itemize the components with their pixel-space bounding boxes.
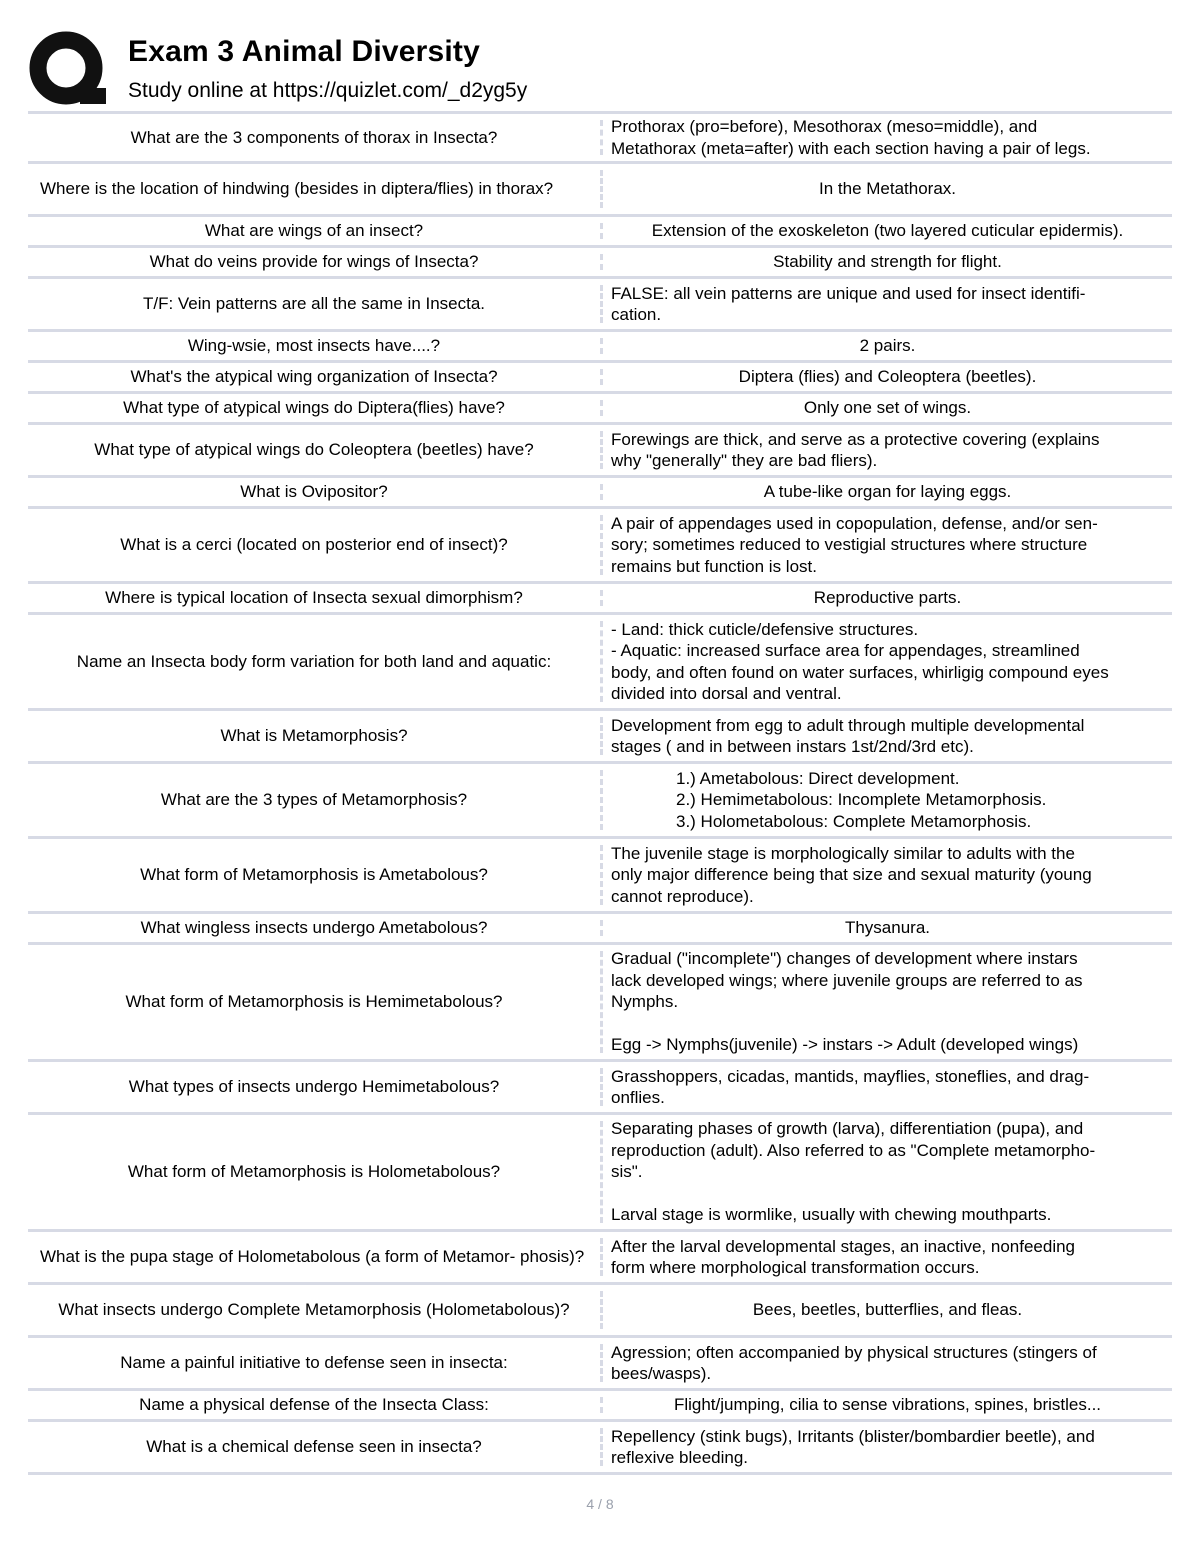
card-definition: Gradual ("incomplete") changes of development where instars lack developed wings; where juvenile groups are referred to as Nymphs. Egg -> Nymphs(juvenile) -> instars -> Adult (developed wings) bbox=[611, 949, 1083, 1055]
card-term: What types of insects undergo Hemimetabolous? bbox=[128, 1077, 500, 1097]
flashcard-table bbox=[28, 111, 1172, 1475]
card-definition: In the Metathorax. bbox=[818, 179, 957, 199]
page-number: 4 / 8 bbox=[586, 1496, 614, 1512]
card-definition: Flight/jumping, cilia to sense vibrations, spines, bristles... bbox=[673, 1395, 1102, 1415]
card-row bbox=[28, 1391, 1172, 1422]
card-definition: The juvenile stage is morphologically similar to adults with the only major difference being that size and sexual maturity (young cannot reproduce). bbox=[611, 843, 1092, 906]
card-term: What is Metamorphosis? bbox=[220, 726, 408, 746]
card-definition: Extension of the exoskeleton (two layered cuticular epidermis). bbox=[651, 221, 1124, 241]
card-term: What form of Metamorphosis is Hemimetabolous? bbox=[125, 992, 503, 1012]
card-row bbox=[28, 1338, 1172, 1391]
card-term: What form of Metamorphosis is Holometabolous? bbox=[127, 1162, 501, 1182]
card-row bbox=[28, 248, 1172, 279]
card-row bbox=[28, 217, 1172, 248]
card-term: What is Ovipositor? bbox=[240, 482, 388, 502]
card-definition: Reproductive parts. bbox=[813, 588, 962, 608]
card-term: What is the pupa stage of Holometabolous (a form of Metamor- phosis)? bbox=[40, 1247, 585, 1267]
card-term: Where is the location of hindwing (besides in diptera/flies) in thorax? bbox=[40, 179, 554, 199]
card-term: What do veins provide for wings of Insecta? bbox=[149, 252, 479, 272]
card-term: Where is typical location of Insecta sexual dimorphism? bbox=[105, 588, 523, 608]
card-term: What is a chemical defense seen in insecta? bbox=[146, 1437, 482, 1457]
card-row bbox=[28, 615, 1172, 711]
card-row bbox=[28, 509, 1172, 584]
card-definition: Prothorax (pro=before), Mesothorax (meso=middle), and Metathorax (meta=after) with each section having a pair of legs. bbox=[611, 117, 1091, 158]
card-row bbox=[28, 332, 1172, 363]
card-row bbox=[28, 584, 1172, 615]
card-row bbox=[28, 394, 1172, 425]
card-row bbox=[28, 1422, 1172, 1475]
card-term: Name a physical defense of the Insecta Class: bbox=[139, 1395, 489, 1415]
card-row bbox=[28, 711, 1172, 764]
card-definition: Forewings are thick, and serve as a protective covering (explains why "generally" they are bad fliers). bbox=[611, 429, 1100, 470]
card-row bbox=[28, 1115, 1172, 1232]
card-row bbox=[28, 839, 1172, 914]
card-row bbox=[28, 164, 1172, 217]
card-definition: 1.) Ametabolous: Direct development. 2.) Hemimetabolous: Incomplete Metamorphosis. 3.) Holometabolous: Complete Metamorphosis. bbox=[676, 768, 1047, 831]
card-definition: Stability and strength for flight. bbox=[773, 252, 1002, 272]
card-definition: Thysanura. bbox=[844, 918, 931, 938]
card-definition: Repellency (stink bugs), Irritants (blister/bombardier beetle), and reflexive bleeding. bbox=[611, 1426, 1095, 1467]
card-definition: - Land: thick cuticle/defensive structures. - Aquatic: increased surface area for appendages, streamlined body, and often found on water surfaces, whirligig compound eyes divided into dorsal and ventral. bbox=[611, 619, 1109, 703]
quizlet-q-logo-icon bbox=[28, 30, 108, 110]
card-row bbox=[28, 478, 1172, 509]
card-definition: Only one set of wings. bbox=[803, 398, 972, 418]
card-term: Name an Insecta body form variation for both land and aquatic: bbox=[76, 651, 552, 671]
card-term: T/F: Vein patterns are all the same in Insecta. bbox=[142, 294, 486, 314]
card-term: What are wings of an insect? bbox=[204, 221, 424, 241]
card-definition: Separating phases of growth (larva), differentiation (pupa), and reproduction (adult). Also referred to as "Complete metamorpho- sis". Larval stage is wormlike, usually with chewing mouthparts. bbox=[611, 1119, 1096, 1225]
card-definition: Agression; often accompanied by physical structures (stingers of bees/wasps). bbox=[611, 1342, 1097, 1383]
card-definition: Grasshoppers, cicadas, mantids, mayflies, stoneflies, and drag- onflies. bbox=[611, 1066, 1090, 1107]
card-term: Wing-wsie, most insects have....? bbox=[187, 336, 441, 356]
card-term: Name a painful initiative to defense seen in insecta: bbox=[120, 1353, 508, 1373]
card-row bbox=[28, 363, 1172, 394]
card-term: What form of Metamorphosis is Ametabolous? bbox=[140, 865, 488, 885]
card-definition: FALSE: all vein patterns are unique and used for insect identifi- cation. bbox=[611, 283, 1086, 324]
card-definition: Development from egg to adult through multiple developmental stages ( and in between instars 1st/2nd/3rd etc). bbox=[611, 715, 1085, 756]
card-definition: After the larval developmental stages, an inactive, nonfeeding form where morphological transformation occurs. bbox=[611, 1236, 1076, 1277]
page-header bbox=[28, 28, 1178, 108]
card-row bbox=[28, 1285, 1172, 1338]
card-term: What's the atypical wing organization of Insecta? bbox=[130, 367, 498, 387]
card-row bbox=[28, 764, 1172, 839]
study-online-link[interactable]: Study online at https://quizlet.com/_d2yg5y bbox=[128, 79, 528, 102]
card-term: What is a cerci (located on posterior end of insect)? bbox=[120, 535, 508, 555]
card-row bbox=[28, 114, 1172, 164]
card-term: What are the 3 components of thorax in Insecta? bbox=[130, 127, 498, 147]
card-row bbox=[28, 945, 1172, 1062]
card-definition: Diptera (flies) and Coleoptera (beetles). bbox=[738, 367, 1037, 387]
card-row bbox=[28, 425, 1172, 478]
card-term: What insects undergo Complete Metamorphosis (Holometabolous)? bbox=[58, 1300, 570, 1320]
card-row bbox=[28, 914, 1172, 945]
card-definition: Bees, beetles, butterflies, and fleas. bbox=[752, 1300, 1023, 1320]
card-term: What type of atypical wings do Coleoptera (beetles) have? bbox=[94, 440, 534, 460]
card-term: What wingless insects undergo Ametabolous? bbox=[140, 918, 488, 938]
card-row bbox=[28, 279, 1172, 332]
card-definition: A tube-like organ for laying eggs. bbox=[763, 482, 1012, 502]
card-row bbox=[28, 1232, 1172, 1285]
page-title: Exam 3 Animal Diversity bbox=[128, 35, 480, 68]
card-term: What are the 3 types of Metamorphosis? bbox=[160, 790, 468, 810]
card-row bbox=[28, 1062, 1172, 1115]
card-definition: 2 pairs. bbox=[859, 336, 916, 356]
card-term: What type of atypical wings do Diptera(flies) have? bbox=[123, 398, 505, 418]
card-definition: A pair of appendages used in copopulation, defense, and/or sen- sory; sometimes reduced to vestigial structures where structure remains but function is lost. bbox=[611, 513, 1098, 576]
